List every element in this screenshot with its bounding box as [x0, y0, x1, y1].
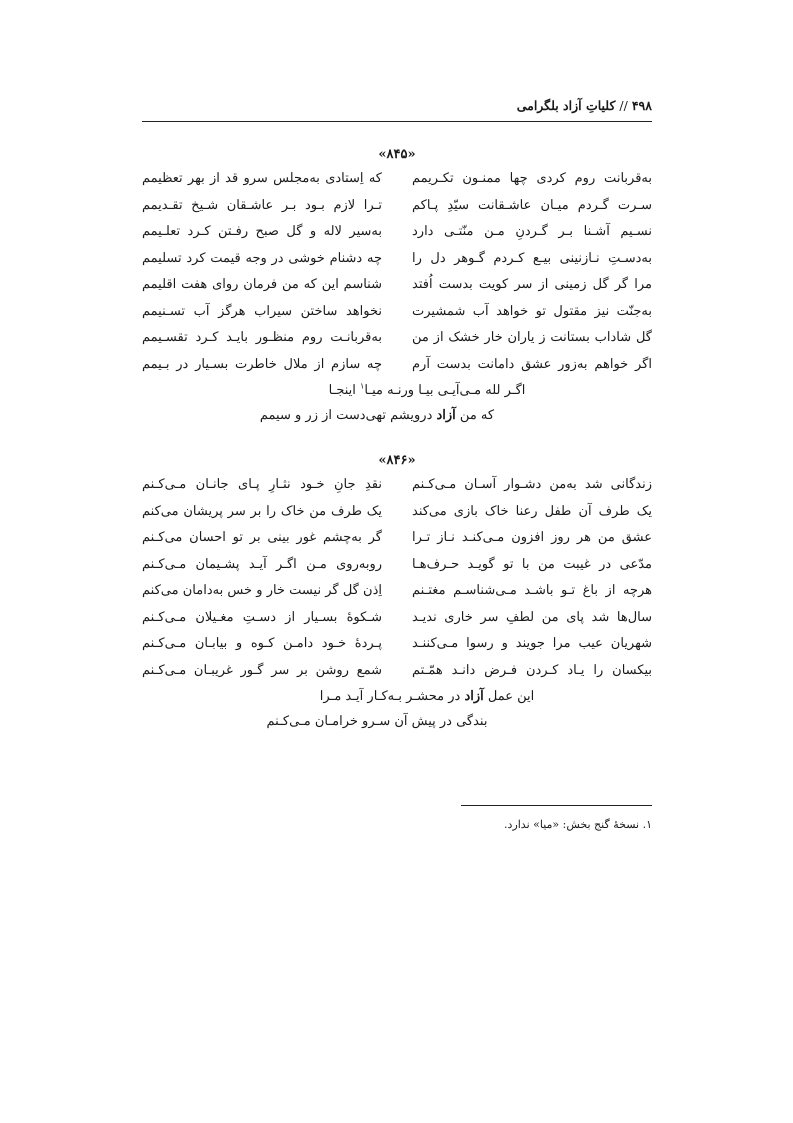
- second-hemistich: روبه‌روی مـن اگـر آیـد پشـیمان مـی‌کـنم: [142, 556, 382, 572]
- first-hemistich: به‌جنّت نیز مقتول تو خواهد آب شمشیرت: [412, 303, 652, 319]
- closing-text: درویشم تهی‌دست از زر و سیمم: [259, 408, 437, 423]
- couplet: [142, 605, 652, 632]
- couplet: [142, 246, 652, 273]
- second-hemistich: چه دشنام خوشی در وجه قیمت کرد تسلیمم: [142, 250, 382, 266]
- second-hemistich: شـکوۀ بسـیار از دسـتِ مغـیلان مـی‌کـنم: [142, 609, 382, 625]
- poem-number: «۸۴۵»: [378, 147, 416, 162]
- first-hemistich: به‌قربانت روم کردی چها ممنـون تکـریمم: [412, 171, 652, 186]
- second-hemistich: شناسم این که من فرمان روای هفت اقلیمم: [142, 277, 382, 292]
- first-hemistich: هرچه از باغ تـو باشـد مـی‌شناسـم مغتـنم: [412, 583, 652, 598]
- closing-text: که من: [455, 408, 495, 423]
- couplet: [142, 499, 652, 526]
- couplet: [142, 578, 652, 605]
- second-hemistich: چه سازم از ملال خاطرت بسـیار در بـیمم: [142, 356, 382, 372]
- closing-line: [142, 684, 652, 709]
- couplet: [142, 658, 652, 685]
- first-hemistich: نسـیم آشـنا بـر گـردنِ مـن منّتـی دارد: [412, 224, 652, 239]
- second-hemistich: به‌سیر لاله و گل صبح رفـتن کـرد تعلـیمم: [142, 224, 382, 239]
- first-hemistich: عشق من هر روز افزون مـی‌کنـد نـاز تـرا: [412, 530, 652, 545]
- header-separator: //: [619, 98, 628, 113]
- closing-text: در محشـر بـه‌کـار آیـد مـرا: [319, 689, 465, 704]
- closing-text: اینجـا: [328, 383, 361, 398]
- second-hemistich: تـرا لازم بـود بـر عاشـقان شـیخ تقـدیمم: [142, 197, 382, 213]
- first-hemistich: اگر خواهم به‌زور عشق دامانت بدست آرم: [412, 356, 652, 372]
- first-hemistich: گل شاداب بستانت ز یاران خار خشک از من: [412, 330, 652, 345]
- couplet: [142, 552, 652, 579]
- couplet: [142, 325, 652, 352]
- couplet: [142, 299, 652, 326]
- closing-text: این عمل: [483, 689, 535, 704]
- poem-846: [142, 450, 652, 734]
- couplet: [142, 272, 652, 299]
- first-hemistich: سـرت گـردم میـان عاشـقانت سیّدِ پـاکم: [412, 197, 652, 213]
- first-hemistich: زندگانی شد به‌من دشـوار آسـان مـی‌کـنم: [412, 477, 652, 492]
- closing-couplet: [142, 378, 652, 428]
- header-rule: [142, 121, 652, 122]
- first-hemistich: سال‌ها شد پای من لطفِ سر خاری ندیـد: [412, 609, 652, 625]
- couplet: [142, 352, 652, 379]
- couplet-list: [142, 472, 652, 684]
- poem-number: «۸۴۶»: [378, 453, 416, 468]
- couplet: [142, 472, 652, 499]
- second-hemistich: گر به‌چشم غور بینی بر تو احسان می‌کـنم: [142, 530, 382, 545]
- poem-845: [142, 144, 652, 428]
- footnote: ۱. نسخۀ گنج بخش: «میا» ندارد.: [504, 818, 652, 831]
- second-hemistich: شمع روشن بر سر گـور غریبـان مـی‌کـنم: [142, 662, 382, 678]
- closing-couplet: [142, 684, 652, 734]
- poet-name: آزاد: [464, 689, 484, 704]
- running-header: [142, 98, 652, 113]
- book-title: کلیاتِ آزاد بلگرامی: [516, 98, 616, 113]
- first-hemistich: یک طرف آن طفل رعنا خاک بازی می‌کند: [412, 503, 652, 519]
- footnote-rule: [461, 805, 652, 806]
- page-number: ۴۹۸: [631, 98, 652, 113]
- closing-text: اگـر لله مـی‌آیـی بیـا ورنـه میـا: [364, 383, 526, 398]
- couplet: [142, 631, 652, 658]
- couplet: [142, 166, 652, 193]
- closing-line: [142, 378, 652, 403]
- couplet-list: [142, 166, 652, 378]
- footnote-marker[interactable]: ۱: [360, 381, 365, 391]
- second-hemistich: به‌قربانـت روم منظـور بایـد کـرد تقسـیمم: [142, 330, 382, 345]
- second-hemistich: نقدِ جانِ خـود نثـارِ پـای جانـان مـی‌کـنم: [142, 477, 382, 492]
- first-hemistich: شهریان عیب مرا جویند و رسوا مـی‌کننـد: [412, 636, 652, 651]
- second-hemistich: اِذن گل گر نیست خار و خس به‌دامان می‌کنم: [142, 583, 382, 598]
- second-hemistich: نخواهد ساختن سیراب هرگز آب تسـنیمم: [142, 303, 382, 319]
- couplet: [142, 219, 652, 246]
- poet-name: آزاد: [436, 408, 456, 423]
- first-hemistich: مرا گر گل زمینی از سر کویت بدست اُفتد: [412, 277, 652, 292]
- first-hemistich: مدّعی در غیبت من با تو گویـد حـرف‌هـا: [412, 556, 652, 572]
- second-hemistich: پـردۀ خـود دامـن کـوه و بیابـان مـی‌کـنم: [142, 636, 382, 651]
- first-hemistich: بیکسان را یـاد کـردن فـرض دانـد همّـتم: [412, 662, 652, 678]
- couplet: [142, 525, 652, 552]
- first-hemistich: به‌دسـتِ نـازنینی بیـع کـردم گـوهر دل را: [412, 250, 652, 266]
- closing-line: بندگی در پیش آن سـرو خرامـان مـی‌کـنم: [266, 714, 488, 729]
- second-hemistich: که اِستادی به‌مجلس سرو قد از بهر تعظیمم: [142, 171, 382, 186]
- couplet: [142, 193, 652, 220]
- closing-line: [142, 403, 652, 428]
- second-hemistich: یک طرف من خاک را بر سر پریشان می‌کنم: [142, 503, 382, 519]
